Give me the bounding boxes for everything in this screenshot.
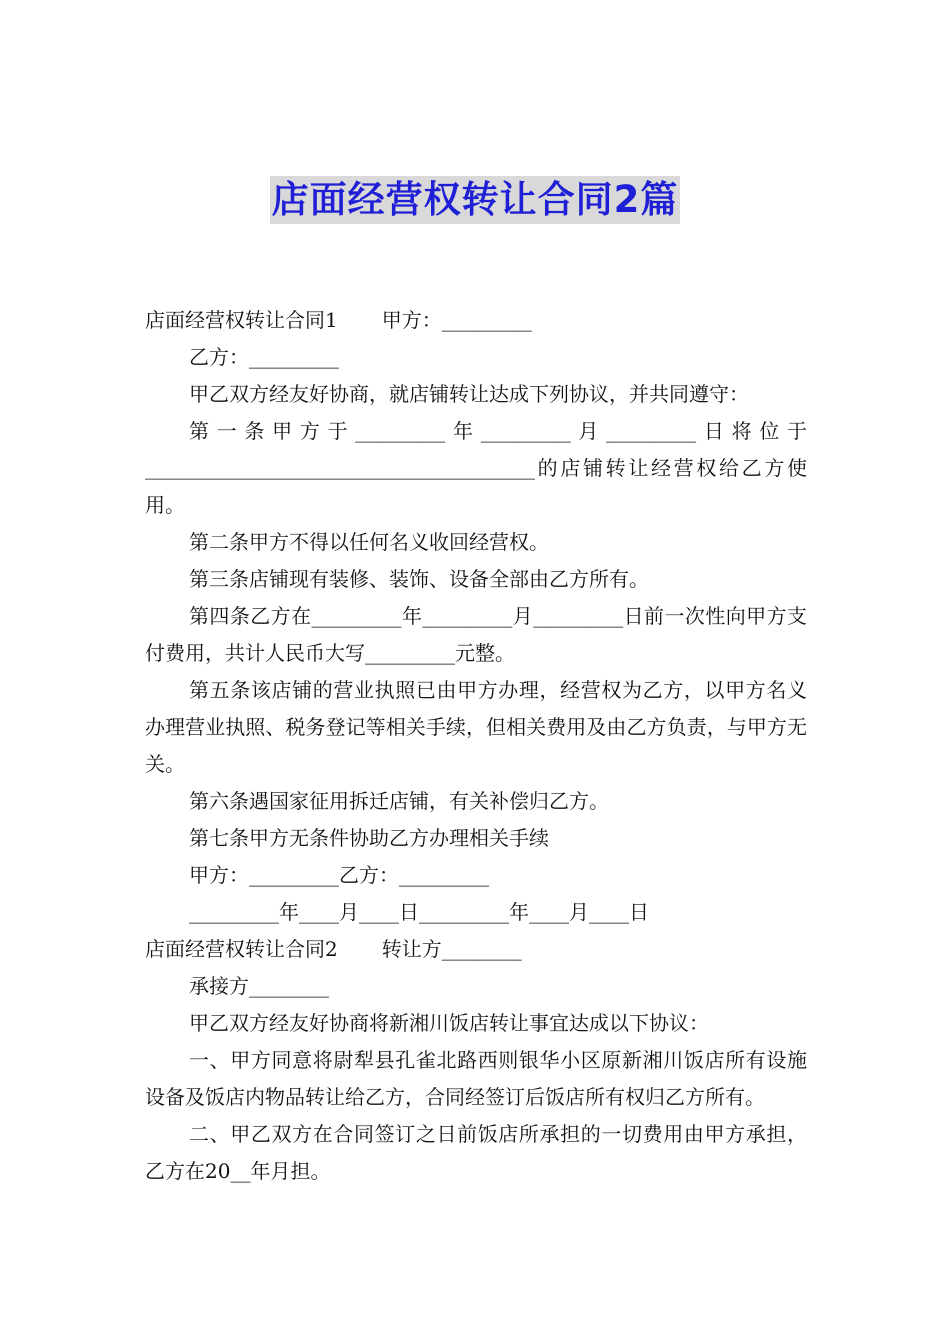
agreement-intro: 甲乙双方经友好协商将新湘川饭店转让事宜达成以下协议： bbox=[189, 1011, 709, 1035]
clause-1: 第一条甲方于_________年_________月_________日将位于_______________________________________的店铺转让经营权给乙方使用。 bbox=[145, 419, 807, 517]
clause-4: 第四条乙方在_________年_________月_________日前一次性向甲方支付费用，共计人民币大写_________元整。 bbox=[145, 604, 807, 665]
document-title: 店面经营权转让合同2篇 bbox=[270, 176, 681, 224]
article-1: 一、甲方同意将尉犁县孔雀北路西则银华小区原新湘川饭店所有设施设备及饭店内物品转让给乙方，合同经签订后饭店所有权归乙方所有。 bbox=[145, 1048, 807, 1109]
party-a-field: 甲方：_________ bbox=[381, 308, 532, 332]
clause-2: 第二条甲方不得以任何名义收回经营权。 bbox=[189, 530, 549, 554]
clause-5: 第五条该店铺的营业执照已由甲方办理，经营权为乙方，以甲方名义办理营业执照、税务登记等相关手续，但相关费用及由乙方负责，与甲方无关。 bbox=[145, 678, 807, 776]
transferee-field: 承接方________ bbox=[189, 974, 329, 998]
transferor-field: 转让方________ bbox=[381, 937, 522, 961]
date-line: _________年____月____日_________年____月____日 bbox=[189, 900, 649, 924]
title-container bbox=[0, 176, 950, 224]
contract-1-header bbox=[145, 302, 807, 339]
contract-1-heading: 店面经营权转让合同1 bbox=[145, 308, 338, 332]
party-b-field: 乙方：_________ bbox=[189, 345, 339, 369]
signature-line: 甲方：_________乙方：_________ bbox=[189, 863, 489, 887]
clause-6: 第六条遇国家征用拆迁店铺，有关补偿归乙方。 bbox=[189, 789, 609, 813]
contract-2-header bbox=[145, 931, 807, 968]
contract-2-heading: 店面经营权转让合同2 bbox=[145, 937, 338, 961]
document-body bbox=[145, 302, 807, 1190]
clause-7: 第七条甲方无条件协助乙方办理相关手续 bbox=[189, 826, 549, 850]
clause-intro: 甲乙双方经友好协商，就店铺转让达成下列协议，并共同遵守： bbox=[189, 382, 749, 406]
clause-3: 第三条店铺现有装修、装饰、设备全部由乙方所有。 bbox=[189, 567, 649, 591]
article-2: 二、甲乙双方在合同签订之日前饭店所承担的一切费用由甲方承担，乙方在20__年月担。 bbox=[145, 1122, 807, 1183]
